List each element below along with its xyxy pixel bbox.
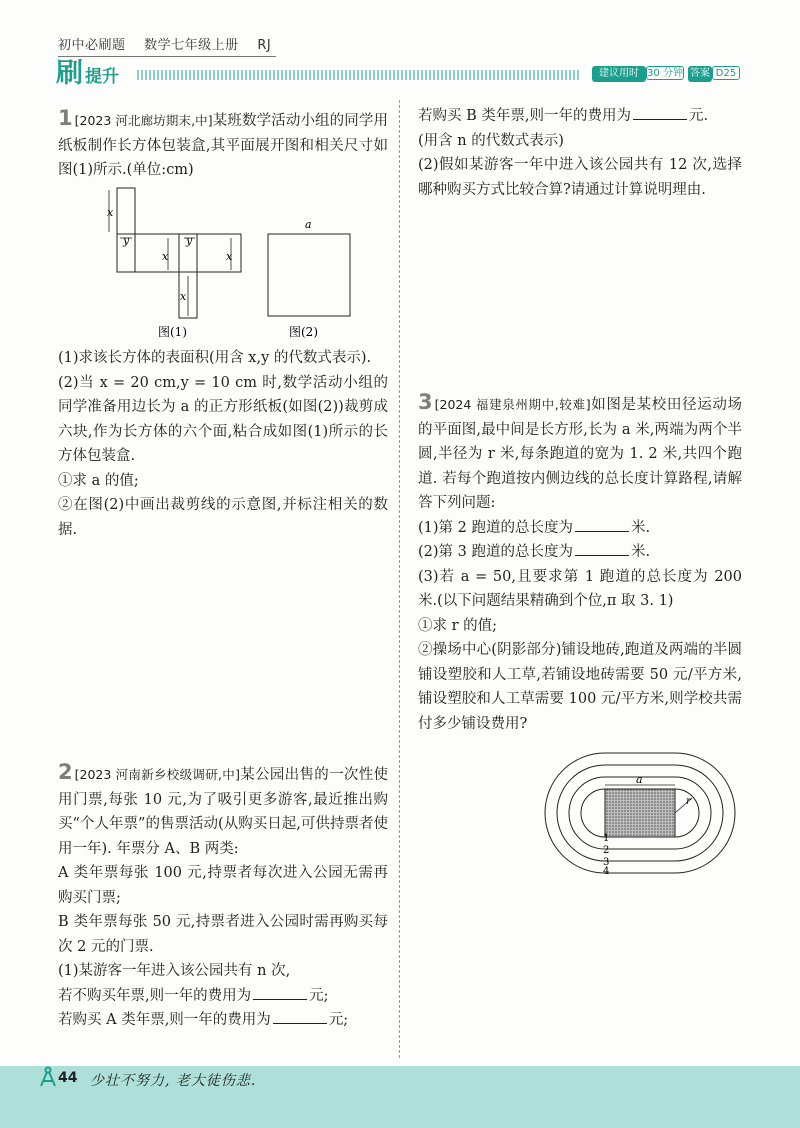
column-divider — [399, 100, 400, 1058]
net-top-face — [117, 188, 135, 234]
q3-number: 3 — [418, 390, 433, 414]
question-1 — [58, 106, 388, 183]
net-figure-1 — [117, 188, 241, 318]
square-figure-2 — [268, 234, 350, 316]
q3-part2-text: (2)第 3 跑道的总长度为 — [418, 544, 573, 560]
q3-stem-para — [418, 390, 742, 516]
q3-part1-unit: 米. — [630, 519, 651, 536]
brand-sub: 提升 — [85, 66, 119, 87]
q2-source: [2023 河南新乡校级调研,中] — [74, 767, 240, 782]
q2-line2 — [58, 1008, 388, 1033]
q3-part2 — [418, 540, 742, 565]
q1-part2: (2)当 x = 20 cm,y = 10 cm 时,数学活动小组的同学准备用边长为 a 的正方形纸板(如图(2))裁剪成六块,作为长方体的六个面,粘合成如图(1)所示的长方体包装盒. — [58, 374, 388, 464]
net-back-face — [197, 234, 241, 272]
fig2-caption: 图(2) — [289, 325, 318, 339]
q2-continued — [418, 104, 742, 202]
q1-source: [2023 河北廊坊期末,中] — [74, 113, 213, 128]
q3-part3: (3)若 a = 50,且要求第 1 跑道的总长度为 200 米.(以下问题结果精确到个位,π 取 3. 1) — [418, 568, 742, 609]
q2-typeB: B 类年票每张 50 元,持票者进入公园时需再购买每次 2 元的门票. — [58, 914, 388, 955]
lane-label-1: 1 — [603, 833, 610, 844]
net-label-x-bottom: x — [180, 290, 187, 303]
q3-stem: 如图是某校田径运动场的平面图,最中间是长方形,长为 a 米,两端为两个半圆,半径为 r 米,每条跑道的宽为 1. 2 米,共四个跑道. 若每个跑道按内侧边线的总长度计算路程,请解答下列问题: — [418, 397, 743, 511]
q2-stem-para — [58, 760, 388, 861]
q2-line1-unit: 元; — [309, 987, 329, 1004]
decorative-stripe — [137, 70, 581, 80]
net-label-x-top: x — [107, 206, 114, 219]
q2-blank-3[interactable] — [633, 105, 687, 120]
q1-stem-para — [58, 106, 388, 183]
q3-sub1: ①求 r 的值; — [418, 617, 498, 634]
q1-sub2: ②在图(2)中画出裁剪线的示意图,并标注相关的数据. — [58, 497, 388, 538]
track-figure — [540, 750, 740, 876]
q1-figures — [100, 186, 370, 342]
q2-line3-text: 若购买 B 类年票,则一年的费用为 — [418, 108, 631, 124]
series-title: 初中必刷题 — [58, 38, 126, 53]
q2-line1 — [58, 984, 388, 1009]
track-label-a: a — [636, 773, 643, 786]
track-label-r: r — [686, 796, 691, 807]
q3-source: [2024 福建泉州期中,较难] — [434, 397, 591, 412]
q2-line3 — [418, 104, 742, 129]
q2-blank-1[interactable] — [253, 985, 307, 1000]
net-label-x-front: x — [162, 250, 169, 263]
brand-main: 刷 — [56, 58, 83, 89]
square-label-a: a — [305, 218, 312, 231]
q3-part1 — [418, 516, 742, 541]
q2-part1: (1)某游客一年进入该公园共有 n 次, — [58, 963, 291, 979]
q2-part2: (2)假如某游客一年中进入该公园共有 12 次,选择哪种购买方式比较合算?请通过计算说明理由. — [418, 157, 742, 198]
q2-line2-text: 若购买 A 类年票,则一年的费用为 — [58, 1012, 271, 1028]
subject-title: 数学七年级上册 — [144, 38, 239, 53]
q2-line3-unit: 元. — [688, 108, 709, 124]
header-rule — [58, 56, 276, 57]
q3-sub2: ②操场中心(阴影部分)铺设地砖,跑道及两端的半圆铺设塑胶和人工草,若铺设地砖需要 50 元/平方米,铺设塑胶和人工草需要 100 元/平方米,则学校共需付多少铺设费用? — [418, 642, 742, 732]
q3-blank-2[interactable] — [575, 541, 629, 556]
book-header — [58, 34, 285, 53]
q2-line1-text: 若不购买年票,则一年的费用为 — [58, 987, 252, 1004]
net-front-face — [135, 234, 179, 272]
compass-icon — [38, 1066, 58, 1088]
q2-line2-unit: 元; — [328, 1012, 349, 1028]
q3-blank-1[interactable] — [575, 517, 629, 532]
section-brand — [56, 60, 119, 88]
q1-part1: (1)求该长方体的表面积(用含 x,y 的代数式表示). — [58, 350, 372, 366]
edition-label: RJ — [257, 38, 272, 53]
question-2 — [58, 760, 388, 1033]
q1-number: 1 — [58, 106, 73, 130]
q1-parts — [58, 346, 388, 542]
time-value: 30 分钟 — [647, 68, 683, 79]
q2-typeA: A 类年票每张 100 元,持票者每次进入公园无需再购买门票; — [58, 865, 388, 906]
net-label-x-back: x — [226, 250, 233, 263]
question-3 — [418, 390, 742, 736]
page-number: 44 — [58, 1070, 78, 1086]
lane-label-4: 4 — [603, 866, 610, 876]
shaded-center — [605, 789, 675, 837]
lane-label-3: 3 — [603, 857, 610, 868]
q2-line3-note: (用含 n 的代数式表示) — [418, 132, 564, 149]
footer-motto: 少壮不努力, 老大徒伤悲. — [90, 1073, 257, 1089]
q1-stem: 某班数学活动小组的同学用纸板制作长方体包装盒,其平面展开图和相关尺寸如图(1)所示.(单位:cm) — [58, 113, 389, 178]
time-label: 建议用时 — [592, 66, 646, 82]
lane-label-2: 2 — [603, 845, 610, 856]
net-dimensions — [109, 190, 231, 316]
net-label-y-left: y — [123, 234, 130, 247]
q2-stem: 某公园出售的一次性使用门票,每张 10 元,为了吸引更多游客,最近推出购买“个人年票”的售票活动(从购买日起,可供持票者使用一年). 年票分 A、B 两类: — [58, 767, 388, 857]
answer-label: 答案 — [688, 66, 712, 82]
answer-page[interactable]: D25 — [712, 66, 740, 80]
q2-number: 2 — [58, 760, 73, 784]
q2-blank-2[interactable] — [273, 1009, 327, 1024]
q3-part2-unit: 米. — [630, 544, 651, 560]
q3-part1-text: (1)第 2 跑道的总长度为 — [418, 519, 573, 536]
q1-sub1: ①求 a 的值; — [58, 472, 139, 489]
fig1-caption: 图(1) — [158, 325, 187, 339]
net-label-y-right: y — [186, 234, 193, 247]
